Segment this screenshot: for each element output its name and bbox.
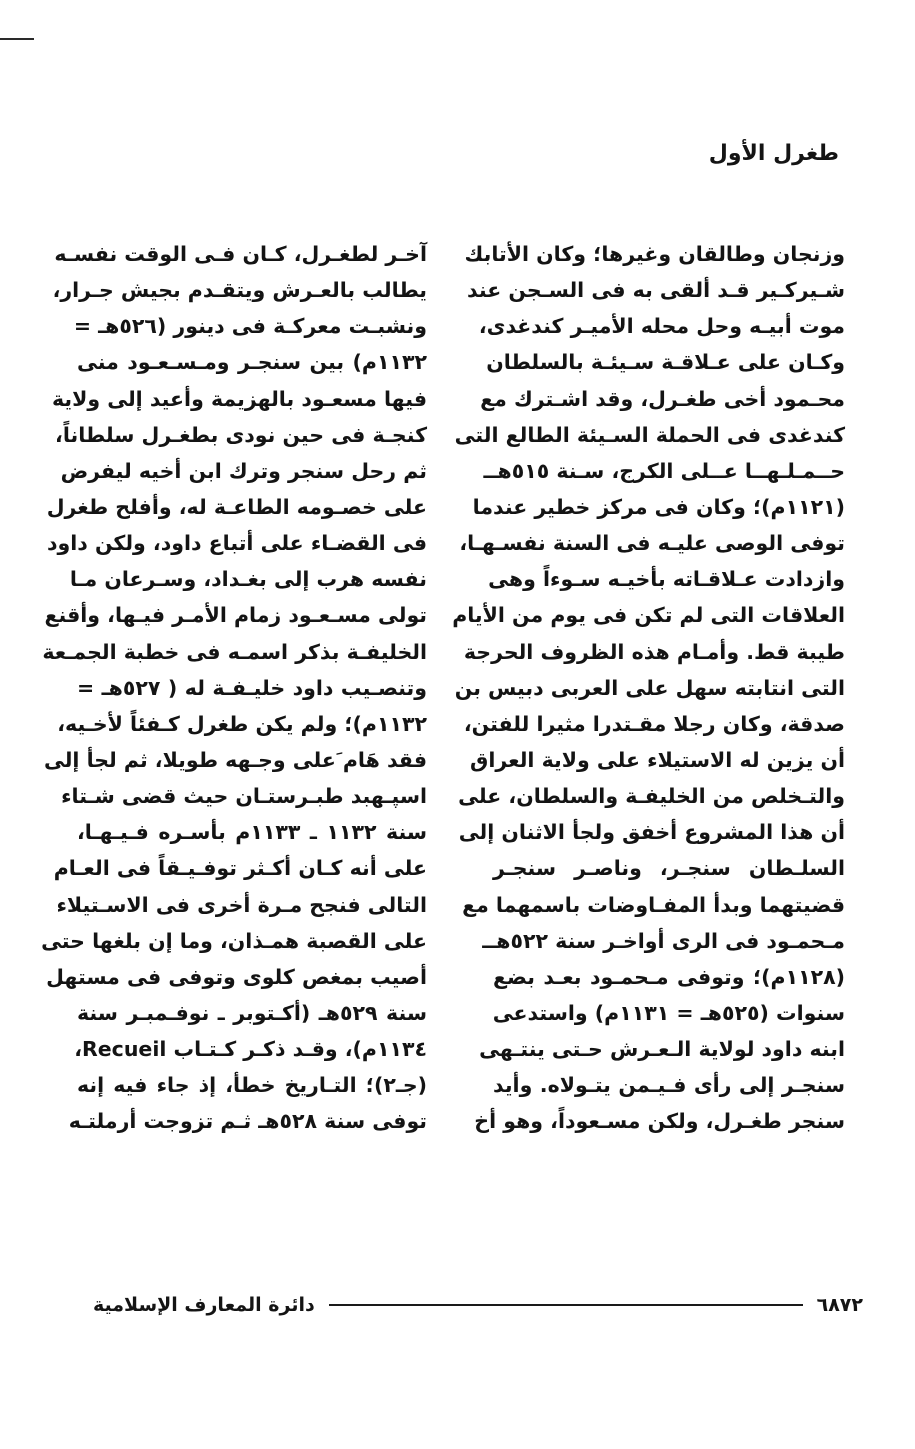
- text-line: موت أبيـه وحل محله الأميـر كندغدى،: [478, 314, 845, 339]
- text-line: ١١٣٢م)؛ ولم يكن طغرل كـفئاً لأخـيه،: [57, 711, 427, 736]
- text-line: كنجـة فى حين نودى بطغـرل سلطاناً،: [55, 422, 427, 447]
- text-line: تولى مسـعـود زمام الأمـر فيـها، وأقنع: [44, 603, 427, 628]
- text-line: نفسه هرب إلى بغـداد، وسـرعان مـا: [69, 567, 427, 592]
- page-number: ٦٨٧٢: [816, 1294, 863, 1316]
- text-line: ابنه داود لولاية الـعـرش حـتى ينتـهى: [479, 1037, 845, 1062]
- text-line: على خصـومه الطاعـة له، وأفلح طغرل: [46, 494, 427, 519]
- text-column-left: [41, 236, 428, 1140]
- text-line: قضيتهما وبدأ المفـاوضات باسمهما مع: [462, 892, 845, 917]
- text-line: سنجر طغـرل، ولكن مسـعوداً، وهو أخ: [474, 1109, 845, 1134]
- text-line: (جـ٢)؛ التـاريخ خطأ، إذ جاء فيه إنه: [77, 1073, 427, 1098]
- text-line: وازدادت عـلاقـاته بأخيـه سـوءاً وهى: [488, 567, 845, 592]
- page-footer: [93, 1288, 863, 1322]
- publication-title: دائرة المعارف الإسلامية: [93, 1294, 315, 1316]
- text-line: وتنصـيب داود خليـفـة له ( ٥٢٧هـ =: [77, 675, 427, 700]
- text-column-right: [452, 236, 845, 1140]
- text-line: التالى فنجح مـرة أخرى فى الاسـتيلاء: [56, 892, 427, 917]
- text-line: سنوات (٥٢٥هـ = ١١٣١م) واستدعى: [492, 1000, 845, 1025]
- text-line: محـمود أخى طغـرل، وقد اشـترك مع: [480, 386, 845, 411]
- text-line: سنجـر إلى رأى فـيـمن يتـولاه. وأيد: [493, 1073, 845, 1098]
- text-line: السلـطان سنجـر، وناصـر سنجـر: [493, 856, 845, 881]
- text-line: والتـخلص من الخليفـة والسلطان، على: [458, 784, 845, 809]
- text-line: توفى سنة ٥٢٨هـ ثـم تزوجت أرملتـه: [68, 1109, 427, 1134]
- text-line: فيها مسعـود بالهزيمة وأعيد إلى ولاية: [51, 386, 427, 411]
- footer-rule: [329, 1304, 803, 1306]
- text-line: شـيركـير قـد ألقى به فى السـجن عند: [467, 278, 845, 303]
- text-line: التى انتابته سهل على العربى دبيس بن: [454, 675, 845, 700]
- text-line: طيبة قط. وأمـام هذه الظروف الحرجة: [463, 639, 845, 664]
- text-line: وزنجان وطالقان وغيرها؛ وكان الأتابك: [464, 242, 845, 266]
- text-line: ١١٣٤م)، وقـد ذكـر كـتـاب Recueil،: [74, 1037, 427, 1062]
- text-line: على أنه كـان أكـثر توفـيـقاً فى العـام: [53, 856, 427, 881]
- text-line: فقد هَام َعلى وجـهه طويلا، ثم لجأ إلى: [43, 747, 427, 772]
- text-line: ونشبـت معركـة فى دينور (٥٢٦هـ =: [73, 314, 427, 339]
- text-line: على القصبة همـذان، وما إن بلغها حتى: [41, 928, 427, 953]
- text-line: توفى الوصى عليـه فى السنة نفسـهـا،: [459, 531, 845, 556]
- text-line: فى القضـاء على أتباع داود، ولكن داود: [47, 531, 427, 556]
- text-line: حــمـلـهــا عــلى الكرج، سـنة ٥١٥هــ: [483, 458, 845, 483]
- text-line: أصيب بمغص كلوى وتوفى فى مستهل: [46, 964, 427, 989]
- text-line: آخـر لطغـرل، كـان فـى الوقت نفسـه: [54, 242, 427, 266]
- text-line: اسپـهبد طبـرستـان حيث قضى شـتاء: [61, 784, 427, 809]
- scan-edge-mark: [0, 38, 34, 40]
- text-line: كندغدى فى الحملة السـيئة الطالع التى: [454, 422, 845, 447]
- text-line: وكـان على عـلاقـة سـيئـة بالسلطان: [486, 350, 845, 375]
- text-line: (١١٢١م)؛ وكان فى مركز خطير عندما: [472, 494, 845, 519]
- text-line: ثم رحل سنجر وترك ابن أخيه ليفرض: [60, 458, 427, 483]
- text-line: (١١٢٨م)؛ وتوفى مـحمـود بعـد بضع: [493, 964, 845, 989]
- text-line: يطالب بالعـرش ويتقـدم بجيش جـرار،: [52, 278, 427, 303]
- text-line: العلاقات التى لم تكن فى يوم من الأيام: [452, 603, 845, 628]
- text-line: مـحمـود فى الرى أواخـر سنة ٥٢٢هــ: [482, 928, 845, 953]
- running-head: طغرل الأول: [708, 141, 839, 166]
- text-line: أن هذا المشروع أخفق ولجأ الاثنان إلى: [458, 820, 845, 845]
- text-line: الخليفـة بذكر اسمـه فى خطبة الجمـعة: [42, 639, 427, 664]
- text-line: ١١٣٢م) بين سنجـر ومـسـعـود منى: [77, 350, 427, 375]
- text-line: سنة ١١٣٢ ـ ١١٣٣م بأسـره فـيـهـا،: [77, 820, 428, 845]
- text-line: أن يزين له الاستيلاء على ولاية العراق: [470, 747, 845, 772]
- text-line: سنة ٥٢٩هـ (أكـتوبر ـ نوفـمبـر سنة: [77, 1000, 427, 1025]
- text-line: صدقة، وكان رجلا مقـتدرا مثيرا للفتن،: [463, 711, 845, 736]
